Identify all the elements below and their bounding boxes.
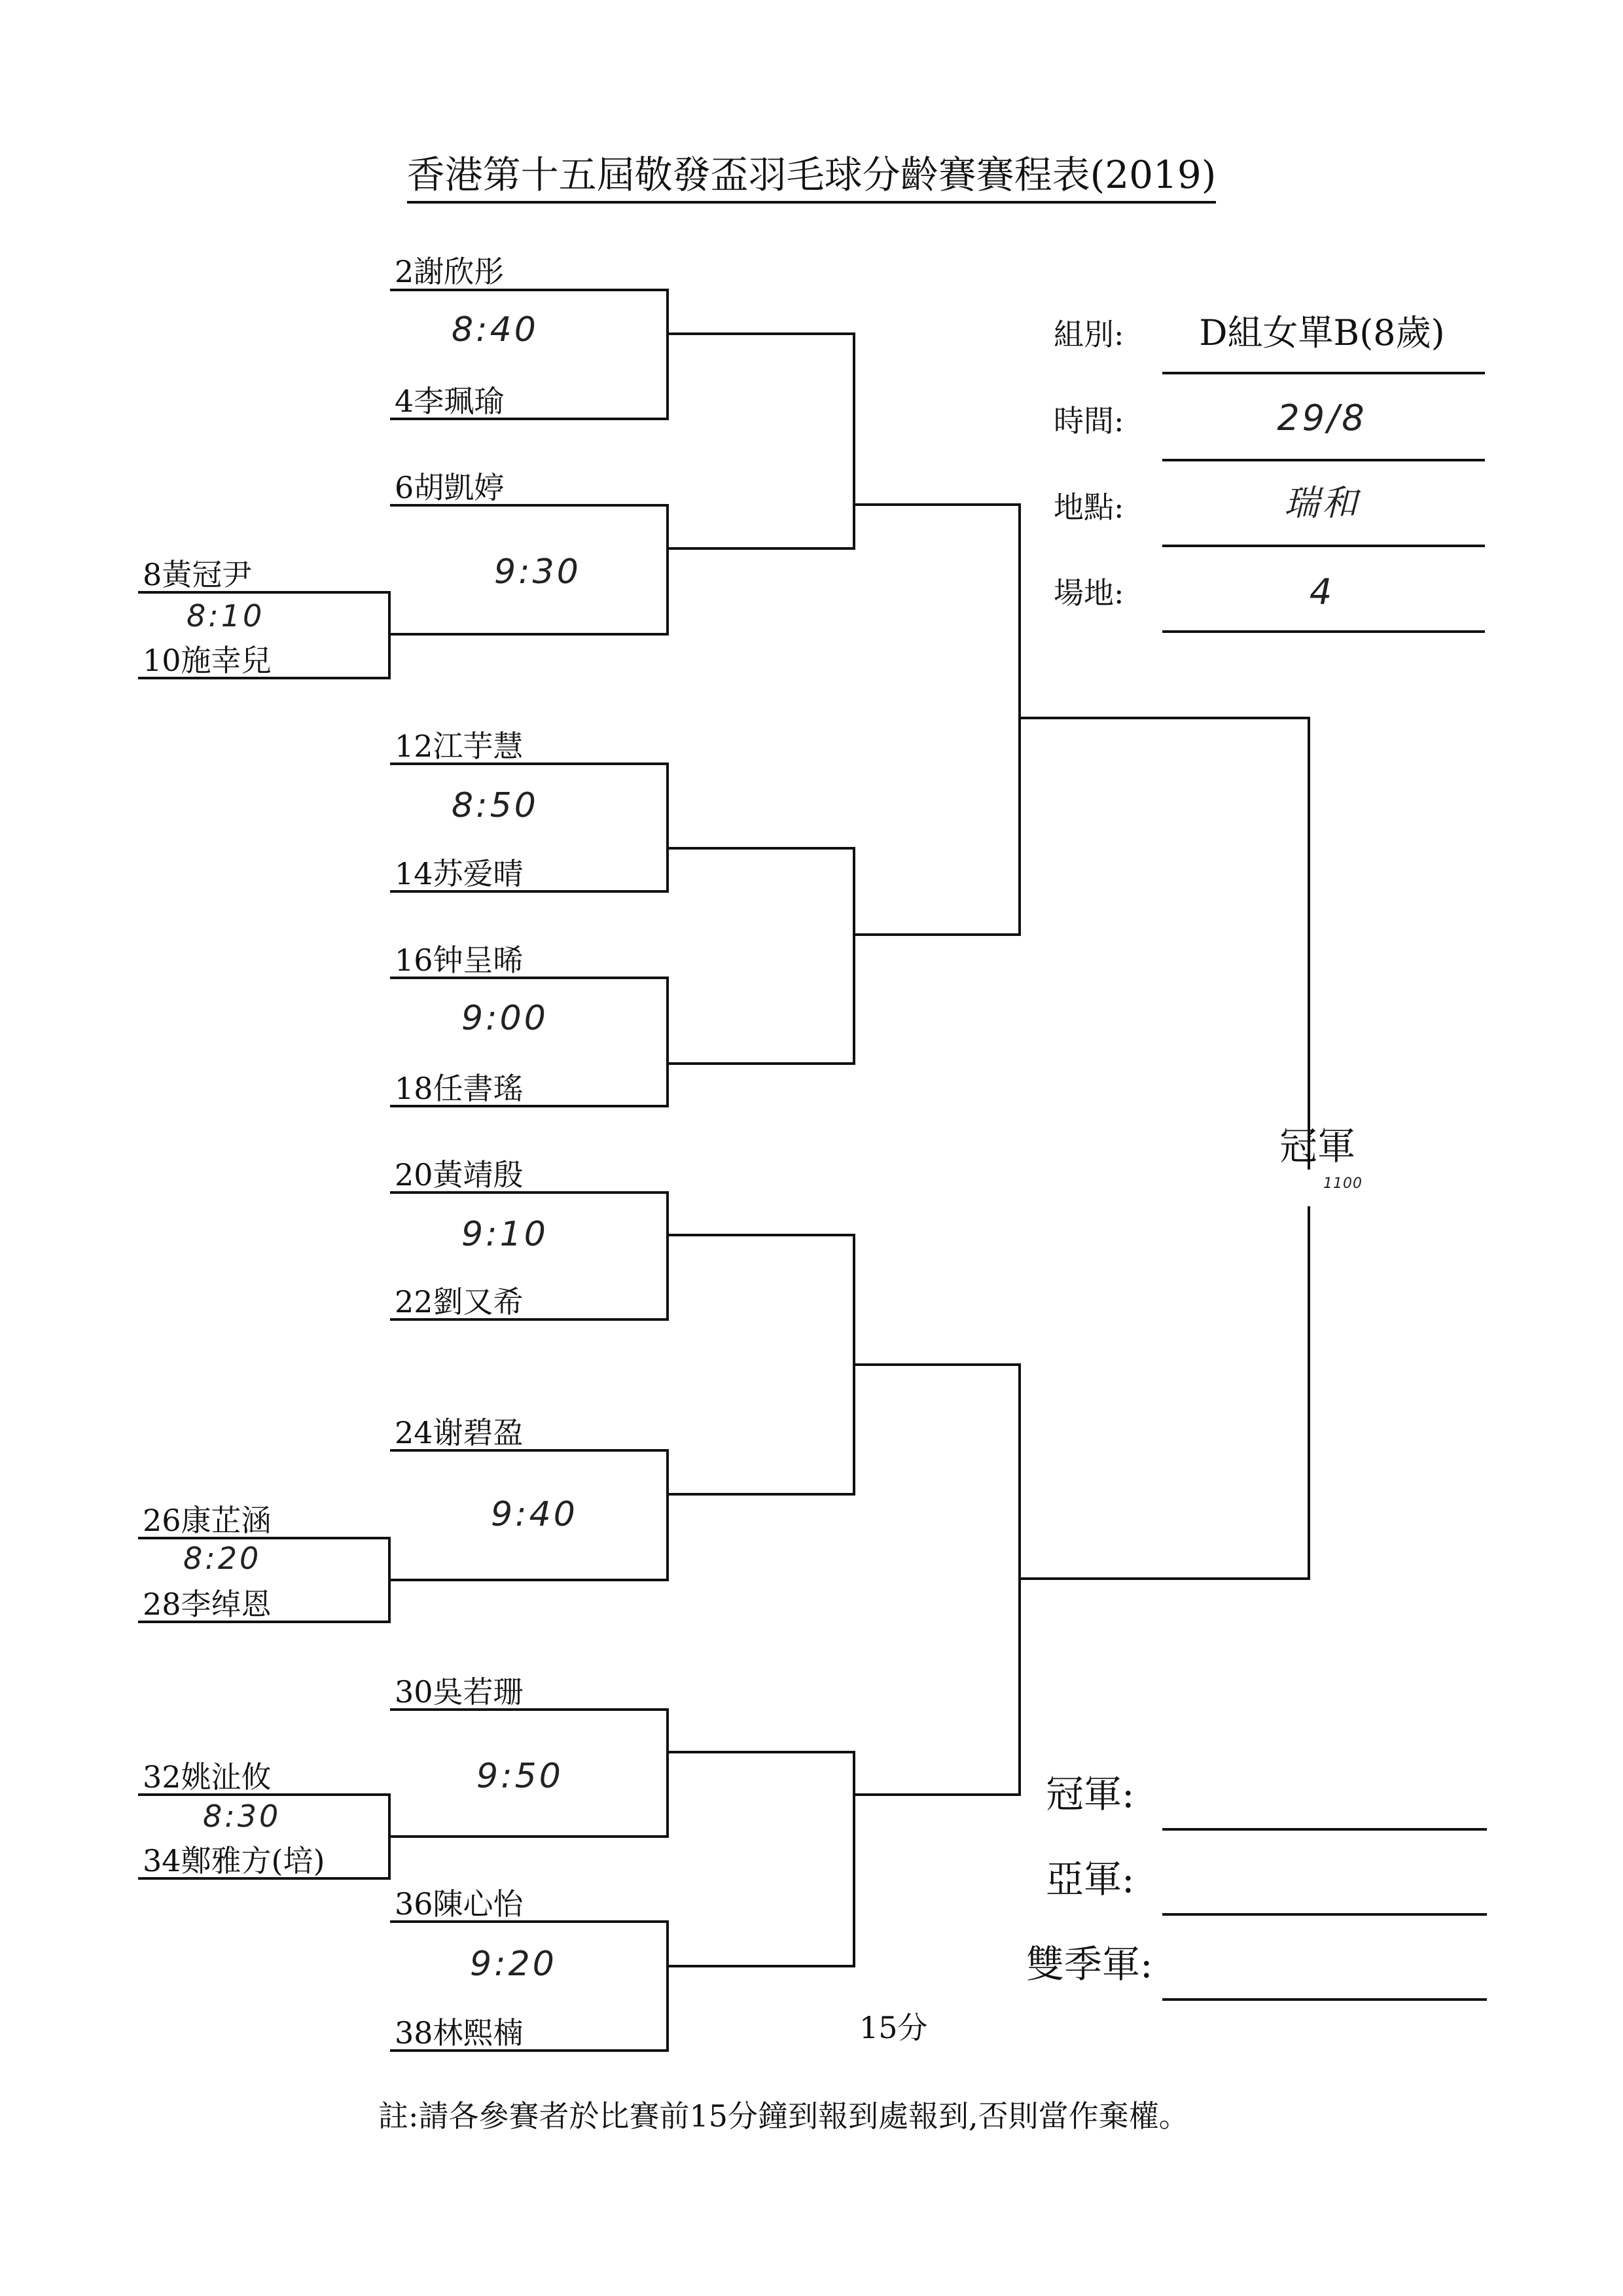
page-title: 香港第十五屆敬發盃羽毛球分齡賽賽程表(2019)	[0, 156, 1623, 194]
player-20: 20黃靖殷	[395, 1157, 524, 1193]
player-32: 32姚沚攸	[143, 1759, 272, 1795]
group-value: D組女單B(8歲)	[1199, 312, 1445, 353]
match-time: 9:50	[476, 1757, 563, 1796]
match-time: 8:50	[452, 786, 539, 825]
match-time: 9:20	[470, 1945, 557, 1984]
venue-value: 瑞和	[1284, 482, 1360, 524]
champion-label: 冠軍	[1279, 1124, 1356, 1168]
runner-up-label: 亞軍:	[1046, 1857, 1135, 1901]
player-10: 10施幸兒	[143, 643, 272, 678]
player-12: 12江芋慧	[395, 728, 524, 764]
venue-label: 地點:	[1054, 490, 1124, 525]
player-6: 6胡凱婷	[395, 470, 505, 505]
match-time: 9:30	[494, 552, 581, 592]
player-28: 28李绰恩	[143, 1587, 272, 1622]
player-24: 24谢碧盈	[395, 1415, 524, 1450]
match-time: 8:20	[183, 1541, 262, 1576]
match-time: 9:10	[461, 1215, 548, 1254]
player-18: 18任書瑤	[395, 1071, 524, 1106]
match-time: 9:00	[461, 999, 548, 1038]
court-value: 4	[1309, 571, 1335, 613]
time-label: 時間:	[1054, 403, 1124, 439]
match-time: 8:10	[187, 598, 265, 634]
player-8: 8黃冠尹	[143, 557, 253, 592]
player-22: 22劉又希	[395, 1284, 524, 1319]
player-30: 30吳若珊	[395, 1674, 524, 1710]
group-label: 組別:	[1054, 317, 1124, 352]
player-4: 4李珮瑜	[395, 384, 505, 419]
player-26: 26康芷涵	[143, 1503, 272, 1538]
player-16: 16钟呈晞	[395, 942, 524, 978]
match-time: 9:40	[491, 1495, 578, 1534]
player-36: 36陳心怡	[395, 1886, 524, 1922]
player-14: 14苏爱晴	[395, 856, 524, 891]
player-38: 38林熙楠	[395, 2015, 524, 2051]
footnote: 註:請各參賽者於比賽前15分鐘到報到處報到,否則當作棄權。	[378, 2098, 1189, 2134]
match-time: 8:30	[203, 1799, 281, 1834]
court-label: 場地:	[1054, 575, 1124, 611]
match-time: 8:40	[452, 310, 539, 350]
semi-finalists-label: 雙季軍:	[1026, 1942, 1153, 1986]
final-time: 1100	[1323, 1175, 1363, 1192]
champion-result-label: 冠軍:	[1046, 1772, 1135, 1816]
player-2: 2謝欣彤	[395, 254, 505, 289]
interval-text: 15分	[859, 2010, 928, 2045]
player-34: 34鄭雅方(培)	[143, 1843, 325, 1878]
time-value: 29/8	[1277, 397, 1367, 439]
